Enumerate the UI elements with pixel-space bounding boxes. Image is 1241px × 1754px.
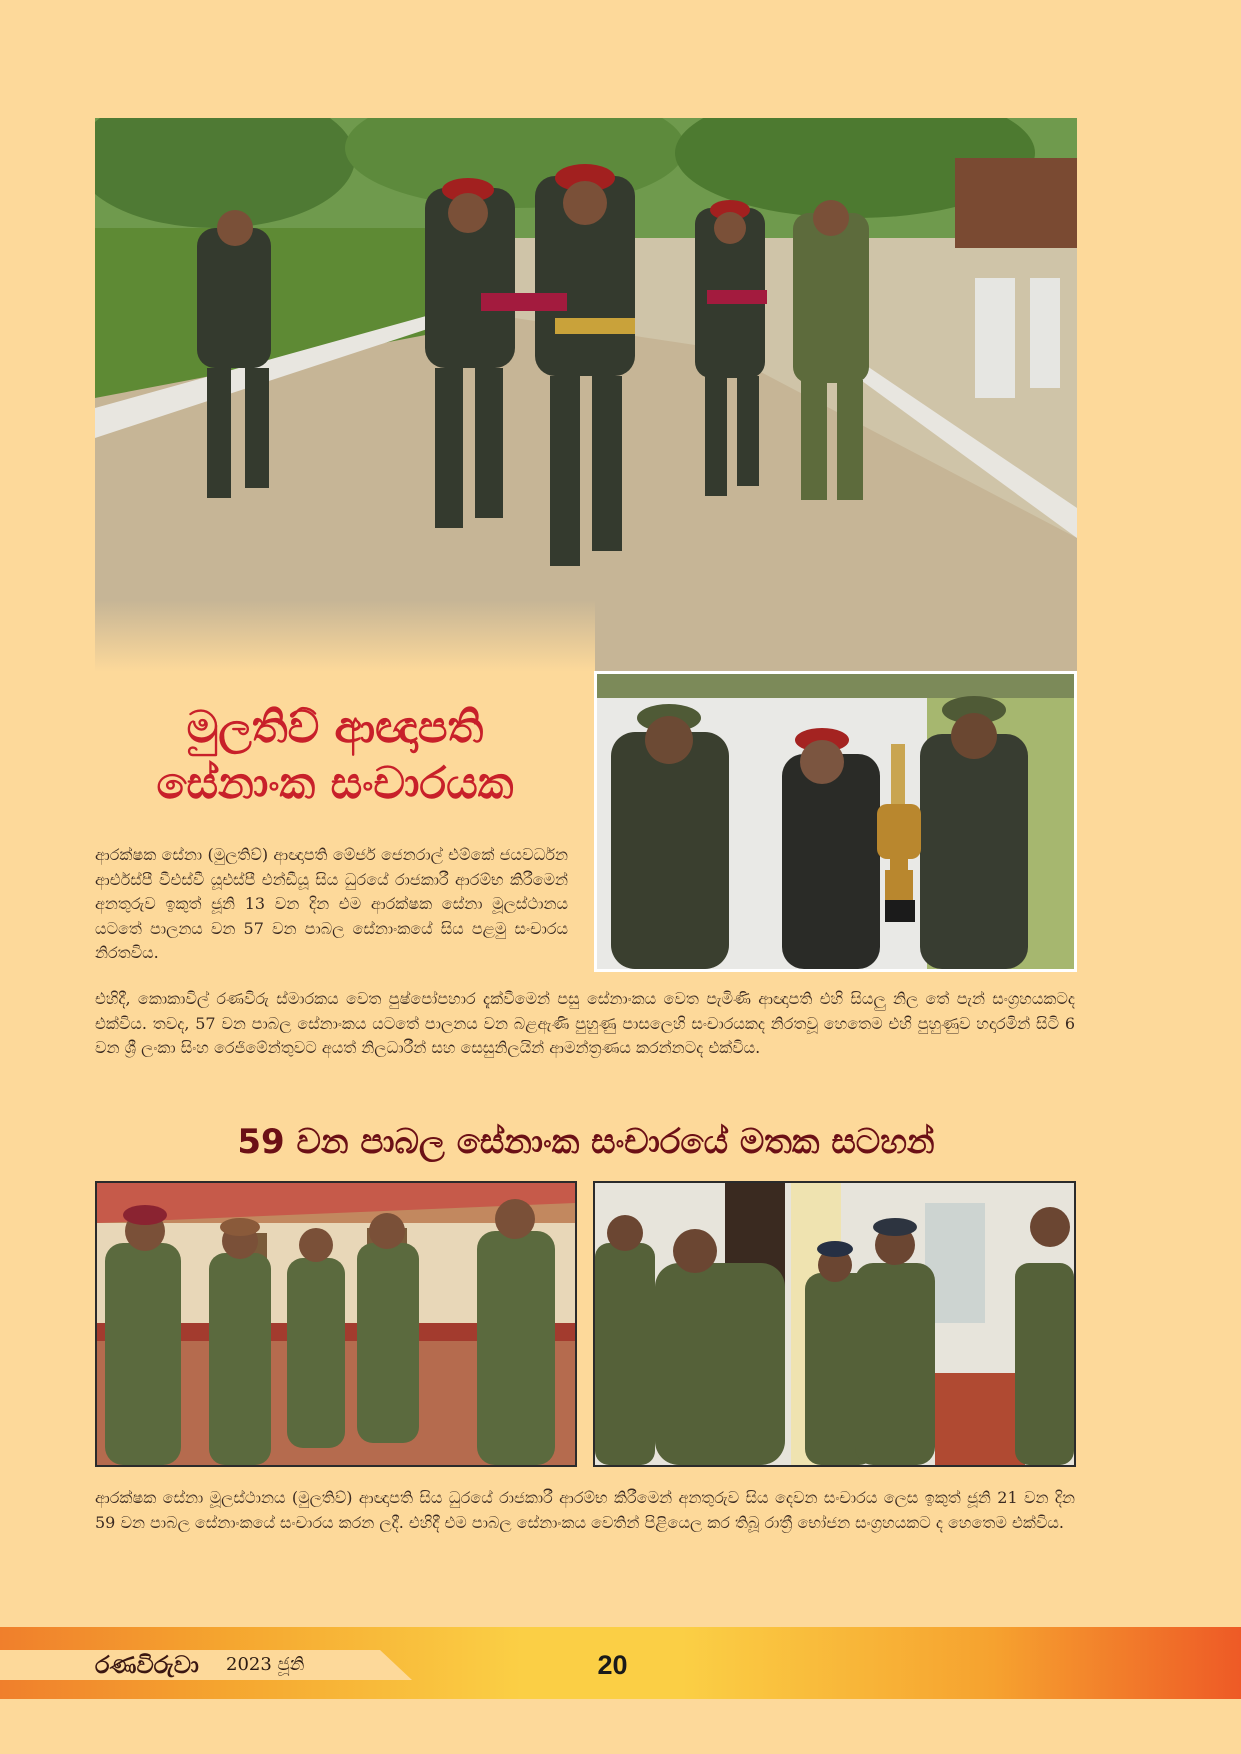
trophy-presentation-photo (594, 671, 1077, 972)
intro-paragraph: ආරක්ෂක සේනා (මුලතිව්) ආඥාපති මේජර් ජෙනරාල් එම්කේ ජයවර්ධන ආර්එස්පී වීඑස්වී යූඑස්පී එන්ඩීයූ සිය ධුරයේ රාජකාරී ආරම්භ කිරීමෙන් අනතුරුව ඉකුත් ජූනි 13 වන දින එම ආරක්ෂක සේනා මූලස්ථානය යටතේ පාලනය වන 57 වන පාබල සේනාංකයේ සිය පළමු සංචාරය නිරතවිය. (95, 845, 568, 962)
issue-date: 2023 ජූනි (226, 1654, 305, 1675)
magazine-logo: රණවිරුවා (95, 1651, 199, 1679)
headline-line-2: සේනාංක සංචාරයක (156, 758, 514, 809)
section-title: 59 වන පාබල සේනාංක සංචාරයේ මතක සටහන් (237, 1122, 935, 1162)
second-paragraph: එහිදී, කොකාවිල් රණවිරු ස්මාරකය වෙත පුෂ්පෝපහාර දැක්වීමෙන් පසු සේනාංකය වෙත පැමිණි ආඥාපති එහි සියලු නිල තේ පැන් සංග්‍රහයකටද එක්විය. තවද, 57 වන පාබල සේනාංකය යටතේ පාලනය වන බළඇණි පුහුණු පාසලෙහි සංචාරයකද නිරතවූ හෙතෙම එහි පුහුණුව හදාරමින් සිටි 6 වන ශ්‍රී ලංකා සිංහ රෙජිමේන්තුවට අයත් නිලධාරීන් සහ සෙසුනිලයින් ආමන්ත්‍රණය කරන්නටද එක්විය. (95, 989, 1075, 1057)
page-number: 20 (597, 1650, 628, 1680)
article-headline (95, 700, 575, 812)
headline-line-1: මුලතිව් ආඥාපති (186, 702, 484, 753)
handshake-outdoor-photo (95, 1181, 577, 1467)
handshake-indoor-photo (593, 1181, 1076, 1467)
hero-fade-overlay (95, 600, 595, 690)
section2-paragraph: ආරක්ෂක සේනා මූලස්ථානය (මුලතිව්) ආඥාපති සිය ධුරයේ රාජකාරී ආරම්භ කිරීමෙන් අනතුරුව සිය දෙවන සංචාරය ලෙස ඉකුත් ජූනි 21 වන දින 59 වන පාබල සේනාංකයේ සංචාරය කරන ලදී. එහිදී එම පාබල සේනාංකය වෙතින් පිළියෙල කර තිබූ රාත්‍රී භෝජන සංග්‍රහයකට ද හෙතෙම එක්විය. (95, 1488, 1075, 1532)
hero-photo (95, 118, 1077, 678)
